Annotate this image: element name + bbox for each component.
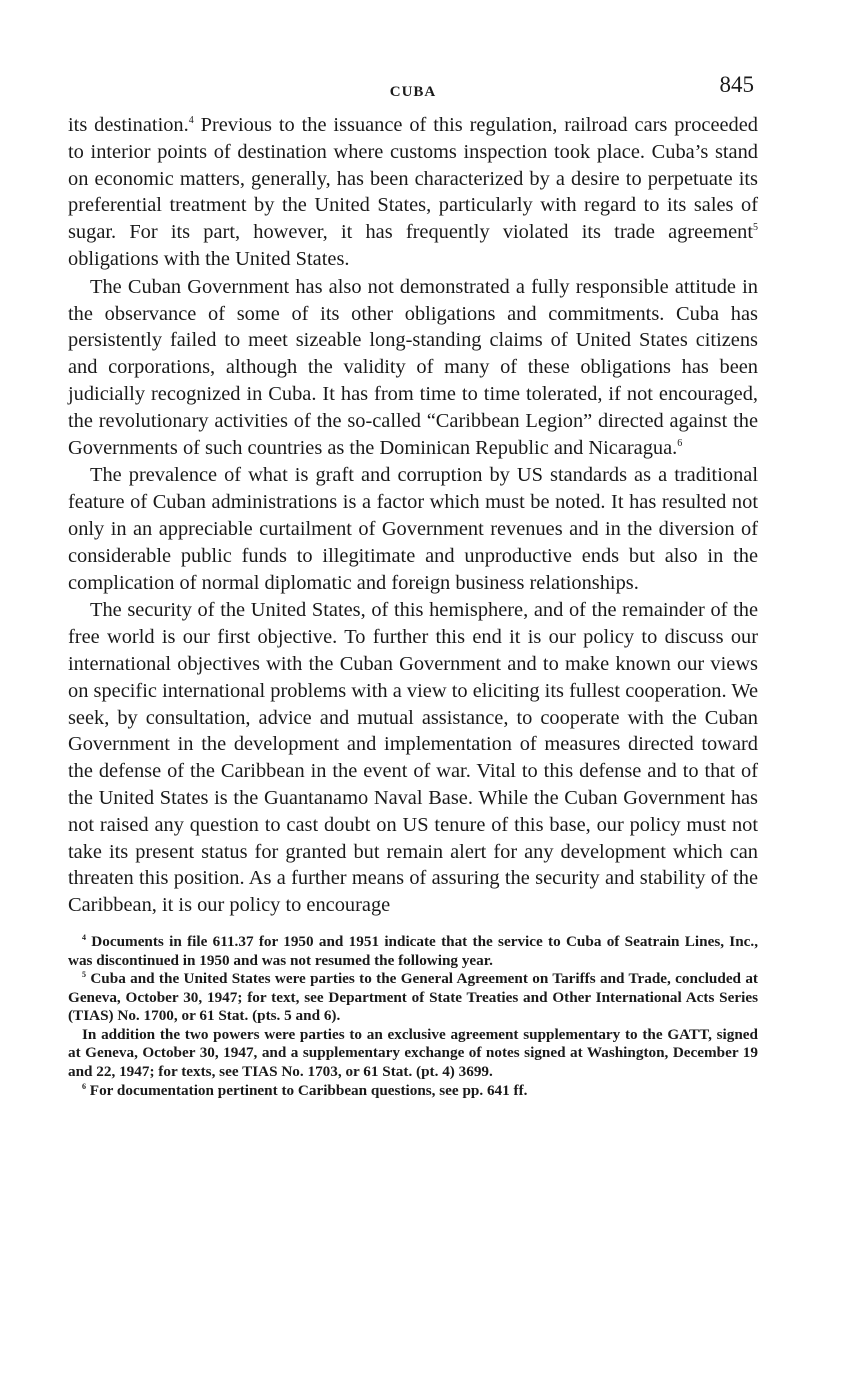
running-head: CUBA	[389, 84, 437, 100]
body-text	[68, 112, 758, 919]
paragraph	[68, 462, 758, 596]
footnote-marker: 6	[82, 1081, 86, 1091]
footnote	[68, 1026, 758, 1082]
footnote-text: For documentation pertinent to Caribbean questions, see pp. 641 ff.	[86, 1081, 528, 1099]
paragraph-text: The security of the United States, of this hemisphere, and of the remainder of the free world is our first objective. To further this end it is our policy to discuss our international objectives with the Cuban Government and to make known our views on specific international problems with a view to eliciting its fullest cooperation. We seek, by consultation, advice and mutual assistance, to cooperate with the Cuban Government in the development and implementation of measures directed toward the defense of the Caribbean in the event of war. Vital to this defense and to that of the United States is the Guantanamo Naval Base. While the Cuban Government has not raised any question to cast doubt on US tenure of this base, our policy must not take its present status for granted but remain alert for any development which can threaten this position. As a further means of assuring the security and stability of the Caribbean, it is our policy to encourage	[68, 599, 758, 917]
footnote-text: Documents in file 611.37 for 1950 and 1951 indicate that the service to Cuba of Seatrain Lines, Inc., was discontinued in 1950 and was not resumed the following year.	[68, 932, 758, 969]
paragraph-text: The prevalence of what is graft and corruption by US standards as a traditional feature of Cuban administrations is a factor which must be noted. It has resulted not only in an appreciable curtailment of Government revenues and in the diversion of considerable public funds to illegitimate and unproductive ends but also in the complication of normal diplomatic and foreign business relationships.	[68, 464, 758, 594]
footnote-reference: 6	[677, 437, 683, 449]
paragraph-text: obligations with the United States.	[68, 247, 350, 270]
paragraph	[68, 274, 758, 462]
footnote-reference: 5	[753, 222, 758, 234]
footnote	[68, 1082, 758, 1101]
page-number: 845	[719, 72, 754, 97]
paragraph-text: Previous to the issuance of this regulation, railroad cars proceeded to interior points of destination where customs inspection took place. Cuba’s stand on economic matters, generally, has been characterized by a desire to perpetuate its preferential treatment by the United States, particularly with regard to its sales of sugar. For its part, however, it has frequently violated its trade agreement	[68, 114, 758, 244]
footnote	[68, 933, 758, 970]
footnote	[68, 970, 758, 1026]
paragraph-text: The Cuban Government has also not demonstrated a fully responsible attitude in the observance of some of its other obligations and commitments. Cuba has persistently failed to meet sizeable long-standing claims of United States citizens and corporations, although the validity of many of these obligations has been judicially recognized in Cuba. It has from time to time tolerated, if not encouraged, the revolutionary activities of the so-called “Caribbean Legion” directed against the Governments of such countries as the Dominican Republic and Nicaragua.	[68, 275, 758, 459]
paragraph	[68, 597, 758, 919]
document-page	[68, 72, 758, 1100]
page-header	[68, 72, 758, 112]
paragraph	[68, 112, 758, 273]
footnote-reference: 4	[188, 115, 194, 126]
paragraph-text: its destination.	[68, 114, 189, 136]
footnote-text: In addition the two powers were parties to an exclusive agreement supplementary to the GATT, signed at Geneva, October 30, 1947, and a supplementary exchange of notes signed at Washington, December 19 and 22, 1947; for texts, see TIAS No. 1703, or 61 Stat. (pt. 4) 3699.	[68, 1025, 758, 1081]
footnote-marker: 4	[82, 932, 86, 942]
footnote-marker: 5	[82, 970, 86, 980]
footnotes	[68, 933, 758, 1100]
footnote-text: Cuba and the United States were parties to the General Agreement on Tariffs and Trade, concluded at Geneva, October 30, 1947; for text, see Department of State Treaties and Other International Acts Series (TIAS) No. 1700, or 61 Stat. (pts. 5 and 6).	[68, 970, 758, 1025]
